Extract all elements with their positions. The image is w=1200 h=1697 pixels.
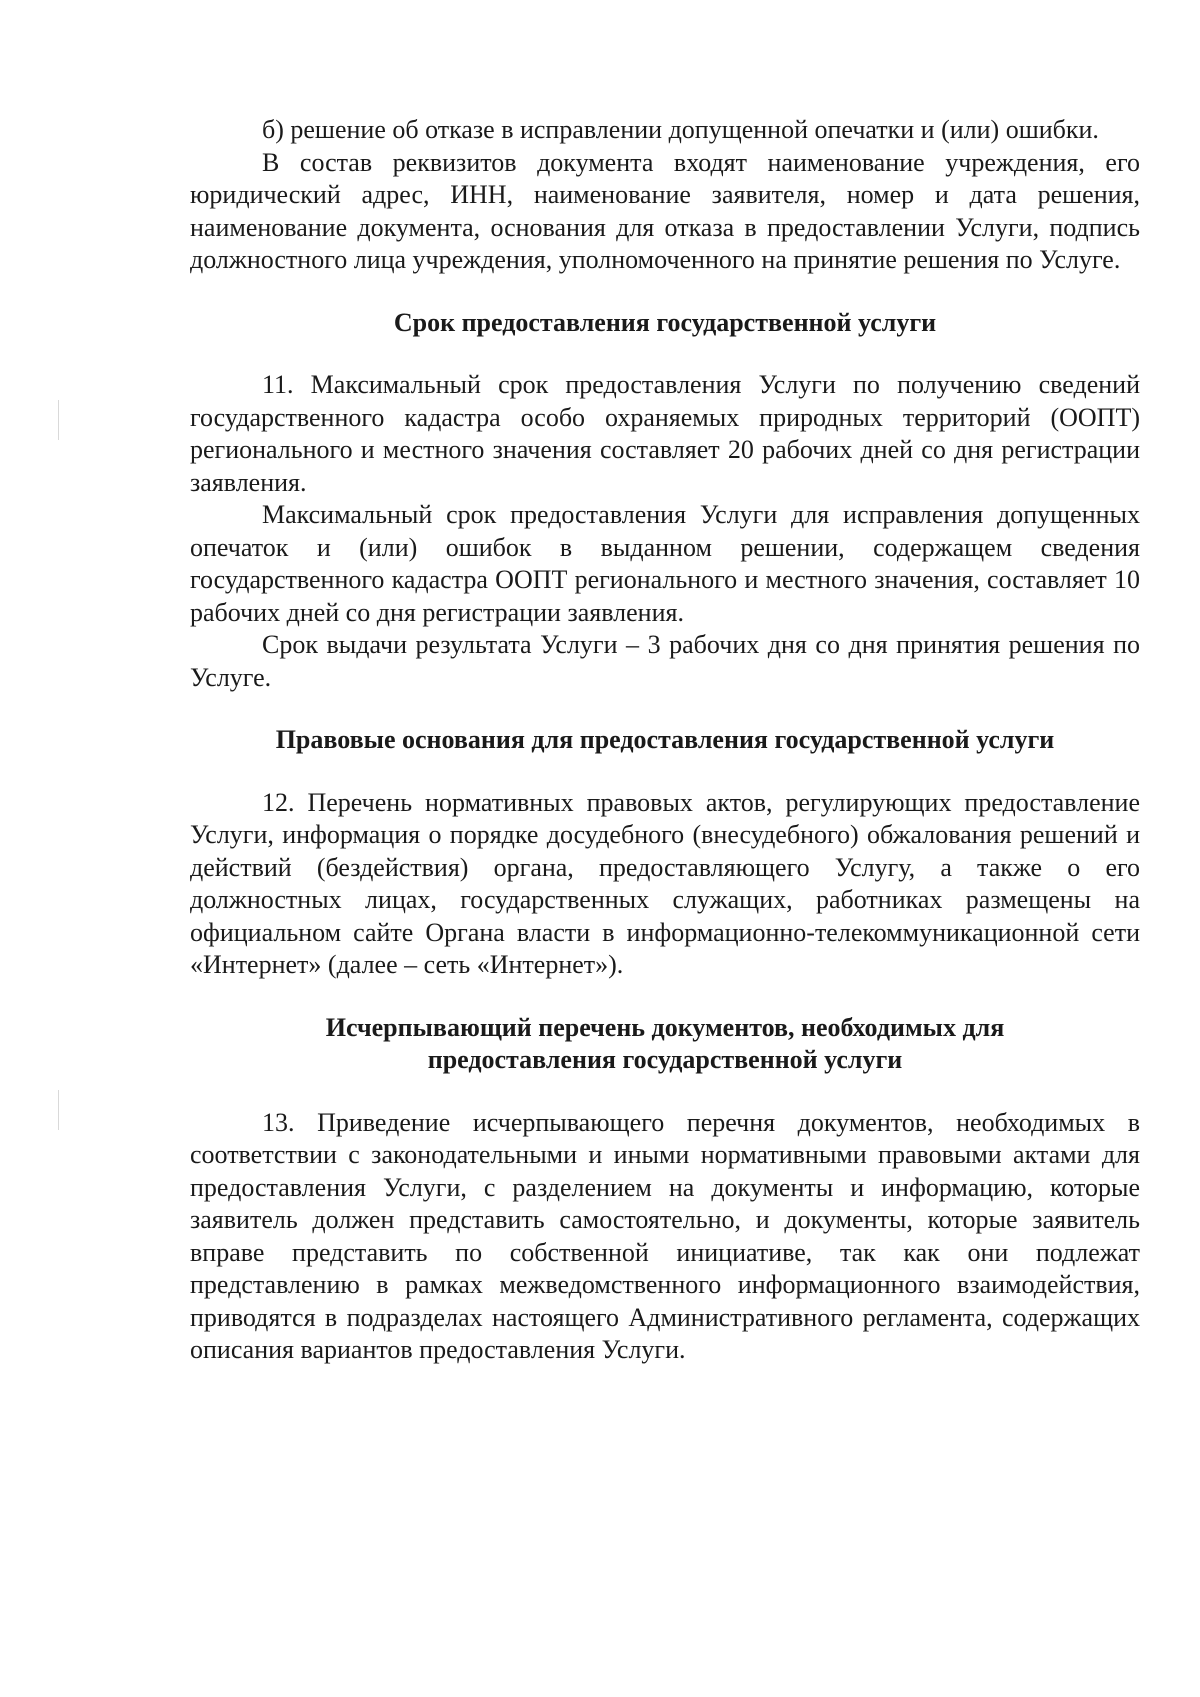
spacer <box>190 1077 1140 1107</box>
paragraph-13-documents: 13. Приведение исчерпывающего перечня документов, необходимых в соответствии с законодательными и иными нормативными правовыми актами для предоставления Услуги, с разделением на документы и информацию, которые заявитель должен представить самостоятельно, и документы, которые заявитель вправе представить по собственной инициативе, так как они подлежат представлению в рамках межведомственного информационного взаимодействия, приводятся в подразделах настоящего Административного регламента, содержащих описания вариантов предоставления Услуги. <box>190 1107 1140 1364</box>
scan-margin-mark <box>58 1090 59 1130</box>
spacer <box>190 757 1140 787</box>
heading-documents-list-line1: Исчерпывающий перечень документов, необходимых для <box>325 1012 1005 1042</box>
heading-service-term: Срок предоставления государственной услуги <box>393 307 937 337</box>
paragraph-result-issue-term: Срок выдачи результата Услуги – 3 рабочих дня со дня принятия решения по Услуге. <box>190 630 1140 692</box>
paragraph-12-legal-acts: 12. Перечень нормативных правовых актов, регулирующих предоставление Услуги, информация о порядке досудебного (внесудебного) обжалования решений и действий (бездействия) органа, предоставляющего Услугу, а также о его должностных лицах, государственных служащих, работниках размещены на официальном сайте Органа власти в информационно-телекоммуникационной сети «Интернет» (далее – сеть «Интернет»). <box>190 787 1140 979</box>
scan-margin-mark <box>58 400 59 440</box>
heading-documents-list-line2: предоставления государственной услуги <box>427 1045 903 1074</box>
spacer <box>190 982 1140 1012</box>
heading-documents-list <box>190 1012 1140 1077</box>
document-body <box>190 114 1140 1367</box>
heading-legal-grounds: Правовые основания для предоставления государственной услуги <box>275 725 1055 754</box>
paragraph-11-max-term: 11. Максимальный срок предоставления Услуги по получению сведений государственного кадастра особо охраняемых природных территорий (ООПТ) регионального и местного значения составляет 20 рабочих дней со дня регистрации заявления. <box>190 370 1140 497</box>
paragraph-decision-refusal: б) решение об отказе в исправлении допущенной опечатки и (или) ошибки. <box>262 115 1099 144</box>
paragraph-max-term-corrections: Максимальный срок предоставления Услуги для исправления допущенных опечаток и (или) ошибок в выданном решении, содержащем сведения государственного кадастра ООПТ регионального и местного значения, составляет 10 рабочих дней со дня регистрации заявления. <box>190 500 1140 627</box>
spacer <box>190 339 1140 369</box>
spacer <box>190 694 1140 724</box>
paragraph-requisites: В состав реквизитов документа входят наименование учреждения, его юридический адрес, ИНН, наименование заявителя, номер и дата решения, наименование документа, основания для отказа в предоставлении Услуги, подпись должностного лица учреждения, уполномоченного на принятие решения по Услуге. <box>190 147 1140 274</box>
spacer <box>190 277 1140 307</box>
